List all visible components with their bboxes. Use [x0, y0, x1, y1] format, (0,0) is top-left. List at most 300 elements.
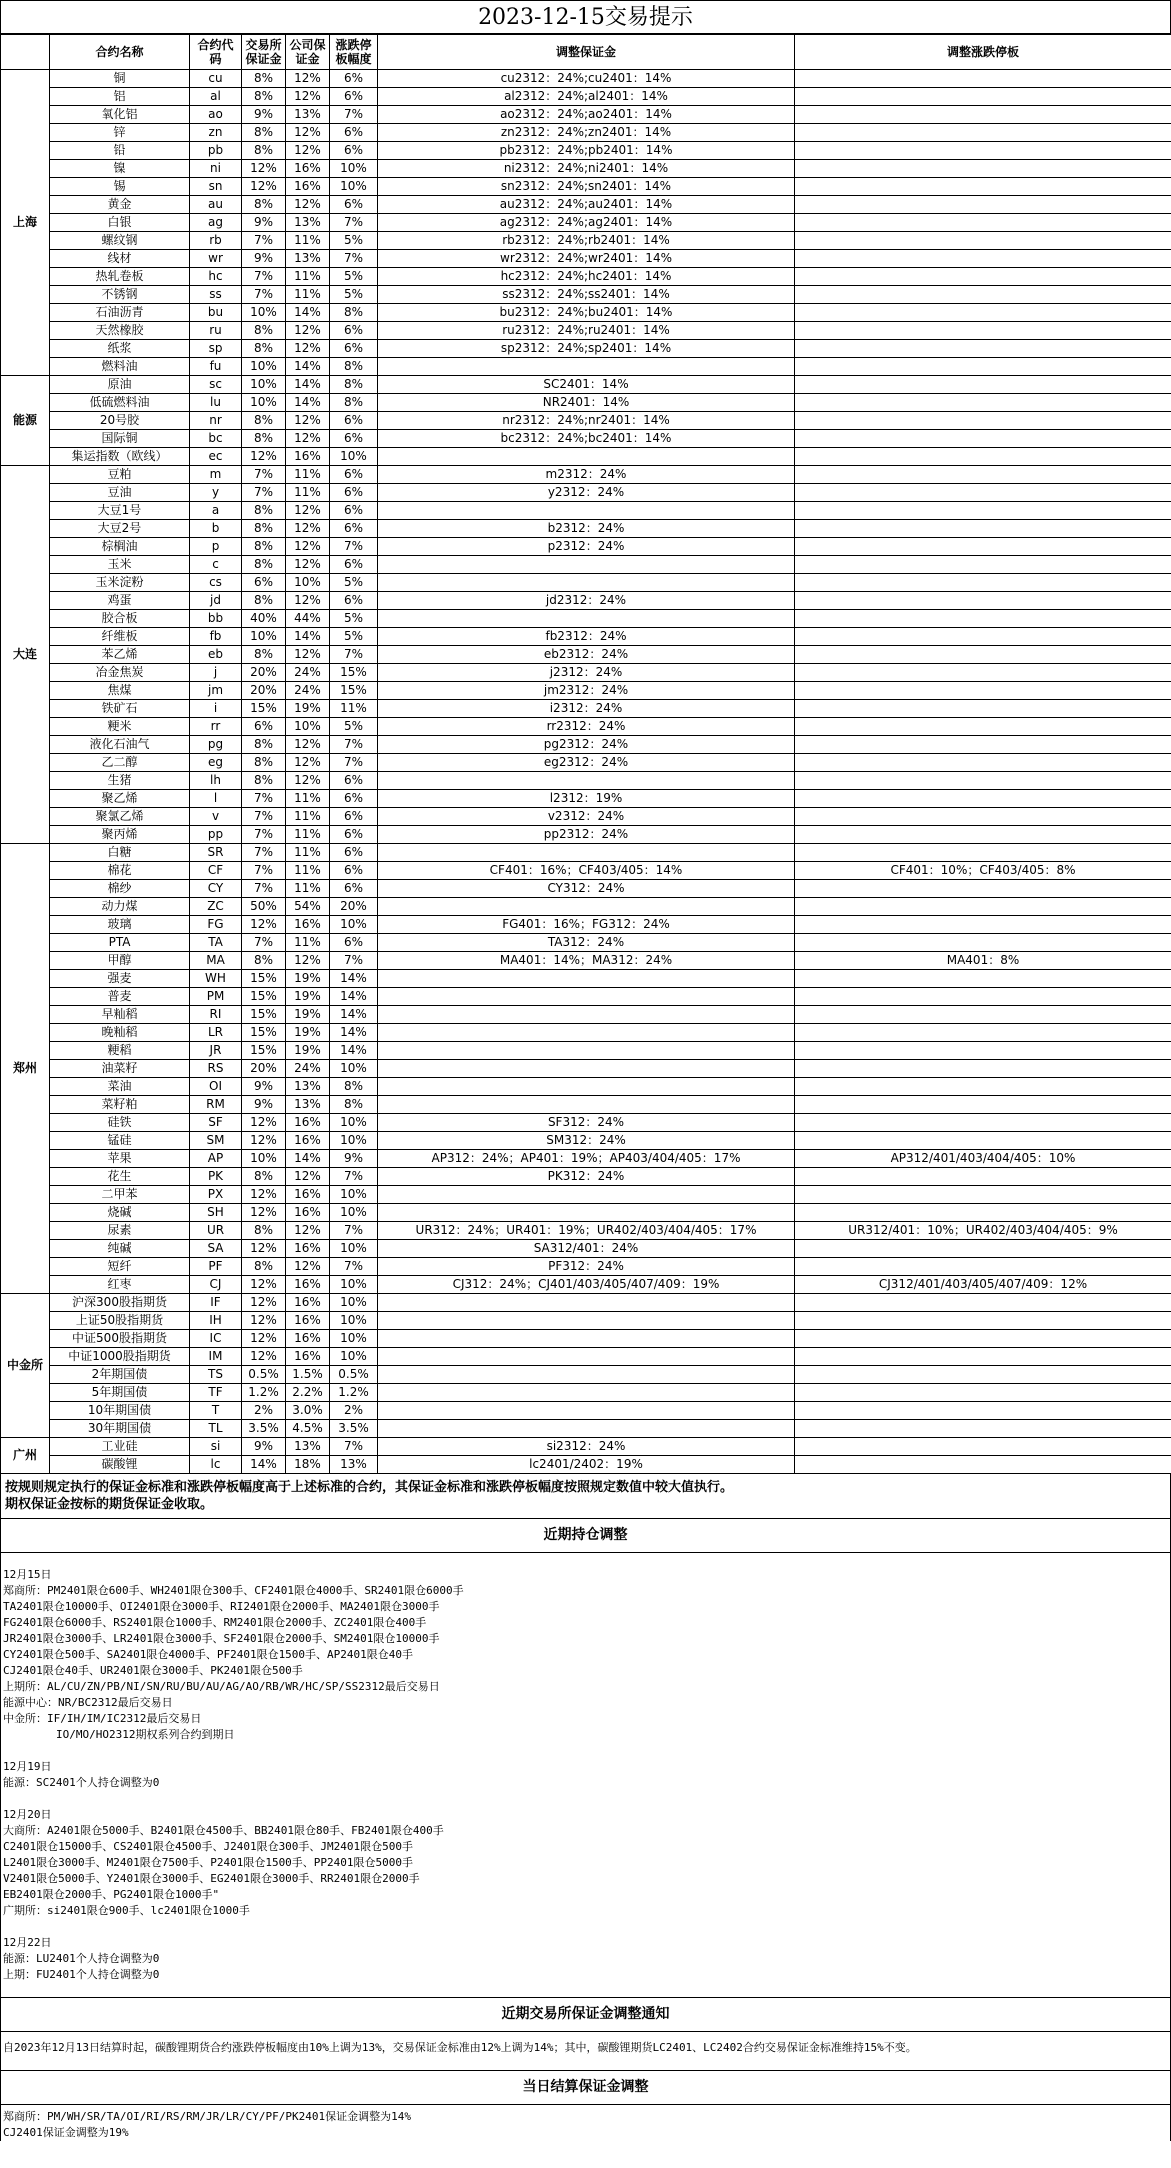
table-row — [1, 916, 1171, 934]
rules-line: 期权保证金按标的期货保证金收取。 — [5, 1497, 214, 1512]
table-row — [1, 1366, 1171, 1384]
company-margin-cell: 11% — [286, 790, 330, 808]
exchange-margin-cell: 7% — [242, 232, 286, 250]
position-line: 大商所：A2401限仓5000手、B2401限仓4500手、BB2401限仓80手、FB2401限仓400手 — [3, 1824, 444, 1837]
table-row — [1, 196, 1171, 214]
exchange-margin-cell: 15% — [242, 1006, 286, 1024]
contract-name-cell: 国际铜 — [50, 430, 190, 448]
contract-code-cell: SF — [190, 1114, 242, 1132]
adjusted-margin-cell — [378, 988, 795, 1006]
table-row — [1, 1240, 1171, 1258]
table-body — [1, 70, 1171, 1474]
company-margin-cell: 14% — [286, 304, 330, 322]
adjusted-limit-cell — [795, 610, 1171, 628]
table-row — [1, 1096, 1171, 1114]
header-company-margin: 公司保证金 — [286, 35, 330, 70]
price-limit-cell: 6% — [330, 340, 378, 358]
adjusted-margin-cell: ag2312：24%;ag2401：14% — [378, 214, 795, 232]
contract-name-cell: 玉米 — [50, 556, 190, 574]
contract-name-cell: 玻璃 — [50, 916, 190, 934]
company-margin-cell: 19% — [286, 988, 330, 1006]
price-limit-cell: 10% — [330, 1204, 378, 1222]
adjusted-limit-cell — [795, 1366, 1171, 1384]
table-row — [1, 952, 1171, 970]
table-row — [1, 826, 1171, 844]
table-row — [1, 304, 1171, 322]
table-row — [1, 646, 1171, 664]
adjusted-limit-cell: UR312/401：10%；UR402/403/404/405：9% — [795, 1222, 1171, 1240]
company-margin-cell: 12% — [286, 1222, 330, 1240]
adjusted-limit-cell — [795, 772, 1171, 790]
price-limit-cell: 10% — [330, 1060, 378, 1078]
contract-name-cell: 镍 — [50, 160, 190, 178]
price-limit-cell: 6% — [330, 934, 378, 952]
contract-code-cell: rr — [190, 718, 242, 736]
header-contract-code: 合约代码 — [190, 35, 242, 70]
exchange-margin-cell: 7% — [242, 484, 286, 502]
adjusted-margin-cell — [378, 1384, 795, 1402]
margin-table — [0, 34, 1171, 1474]
price-limit-cell: 6% — [330, 142, 378, 160]
company-margin-cell: 16% — [286, 1330, 330, 1348]
adjusted-limit-cell — [795, 160, 1171, 178]
contract-code-cell: pg — [190, 736, 242, 754]
adjusted-limit-cell — [795, 916, 1171, 934]
adjusted-margin-cell — [378, 1366, 795, 1384]
table-row — [1, 70, 1171, 88]
adjusted-margin-cell: ni2312：24%;ni2401：14% — [378, 160, 795, 178]
adjusted-margin-cell: sp2312：24%;sp2401：14% — [378, 340, 795, 358]
company-margin-cell: 14% — [286, 376, 330, 394]
exchange-margin-cell: 8% — [242, 124, 286, 142]
table-row — [1, 214, 1171, 232]
table-row — [1, 1456, 1171, 1474]
contract-code-cell: v — [190, 808, 242, 826]
contract-code-cell: IM — [190, 1348, 242, 1366]
adjusted-limit-cell — [795, 1186, 1171, 1204]
company-margin-cell: 14% — [286, 358, 330, 376]
company-margin-cell: 12% — [286, 1258, 330, 1276]
adjusted-limit-cell — [795, 106, 1171, 124]
exchange-margin-cell: 7% — [242, 844, 286, 862]
price-limit-cell: 10% — [330, 1186, 378, 1204]
exchange-margin-cell: 7% — [242, 268, 286, 286]
contract-code-cell: ao — [190, 106, 242, 124]
adjusted-limit-cell — [795, 1402, 1171, 1420]
contract-name-cell: 纤维板 — [50, 628, 190, 646]
contract-code-cell: lu — [190, 394, 242, 412]
price-limit-cell: 10% — [330, 178, 378, 196]
contract-code-cell: m — [190, 466, 242, 484]
company-margin-cell: 12% — [286, 430, 330, 448]
company-margin-cell: 12% — [286, 736, 330, 754]
contract-name-cell: 玉米淀粉 — [50, 574, 190, 592]
contract-name-cell: 纯碱 — [50, 1240, 190, 1258]
exchange-margin-cell: 12% — [242, 1204, 286, 1222]
company-margin-cell: 14% — [286, 628, 330, 646]
company-margin-cell: 1.5% — [286, 1366, 330, 1384]
contract-code-cell: au — [190, 196, 242, 214]
table-row — [1, 142, 1171, 160]
exchange-margin-cell: 10% — [242, 358, 286, 376]
table-row — [1, 934, 1171, 952]
company-margin-cell: 11% — [286, 844, 330, 862]
contract-name-cell: 焦煤 — [50, 682, 190, 700]
position-line: 上期：FU2401个人持仓调整为0 — [3, 1968, 160, 1981]
contract-name-cell: 红枣 — [50, 1276, 190, 1294]
contract-name-cell: 天然橡胶 — [50, 322, 190, 340]
adjusted-margin-cell — [378, 772, 795, 790]
table-row — [1, 1060, 1171, 1078]
table-row — [1, 772, 1171, 790]
contract-name-cell: 大豆1号 — [50, 502, 190, 520]
company-margin-cell: 16% — [286, 1294, 330, 1312]
contract-name-cell: 晚籼稻 — [50, 1024, 190, 1042]
adjusted-margin-cell — [378, 1078, 795, 1096]
contract-name-cell: 甲醇 — [50, 952, 190, 970]
adjusted-limit-cell — [795, 232, 1171, 250]
exchange-margin-cell: 8% — [242, 502, 286, 520]
adjusted-limit-cell — [795, 124, 1171, 142]
company-margin-cell: 12% — [286, 556, 330, 574]
table-row — [1, 322, 1171, 340]
adjusted-margin-cell — [378, 574, 795, 592]
header-contract-name: 合约名称 — [50, 35, 190, 70]
company-margin-cell: 16% — [286, 178, 330, 196]
company-margin-cell: 19% — [286, 1042, 330, 1060]
table-row — [1, 1438, 1171, 1456]
price-limit-cell: 6% — [330, 466, 378, 484]
contract-code-cell: b — [190, 520, 242, 538]
adjusted-margin-cell: v2312：24% — [378, 808, 795, 826]
adjusted-margin-cell — [378, 1294, 795, 1312]
table-row — [1, 1222, 1171, 1240]
table-row — [1, 1402, 1171, 1420]
exchange-label: 中金所 — [1, 1294, 50, 1438]
contract-code-cell: IC — [190, 1330, 242, 1348]
exchange-margin-cell: 8% — [242, 412, 286, 430]
exchange-margin-cell: 9% — [242, 214, 286, 232]
exchange-margin-cell: 9% — [242, 250, 286, 268]
exchange-margin-cell: 7% — [242, 880, 286, 898]
table-row — [1, 880, 1171, 898]
rules-note — [0, 1474, 1171, 1518]
exchange-margin-cell: 8% — [242, 340, 286, 358]
contract-name-cell: 动力煤 — [50, 898, 190, 916]
contract-code-cell: MA — [190, 952, 242, 970]
company-margin-cell: 12% — [286, 340, 330, 358]
contract-name-cell: 粳稻 — [50, 1042, 190, 1060]
table-row — [1, 430, 1171, 448]
adjusted-margin-cell — [378, 1096, 795, 1114]
contract-name-cell: 锡 — [50, 178, 190, 196]
contract-name-cell: 铝 — [50, 88, 190, 106]
contract-code-cell: RS — [190, 1060, 242, 1078]
contract-name-cell: 上证50股指期货 — [50, 1312, 190, 1330]
contract-name-cell: 乙二醇 — [50, 754, 190, 772]
contract-code-cell: T — [190, 1402, 242, 1420]
exchange-margin-cell: 8% — [242, 754, 286, 772]
adjusted-margin-cell — [378, 1348, 795, 1366]
table-row — [1, 682, 1171, 700]
contract-code-cell: eb — [190, 646, 242, 664]
exchange-margin-cell: 7% — [242, 934, 286, 952]
paragraph-gap — [3, 1791, 1168, 1807]
contract-code-cell: CY — [190, 880, 242, 898]
adjusted-margin-cell: bc2312：24%;bc2401：14% — [378, 430, 795, 448]
adjusted-limit-cell — [795, 826, 1171, 844]
table-row — [1, 106, 1171, 124]
adjusted-limit-cell — [795, 1114, 1171, 1132]
contract-name-cell: 石油沥青 — [50, 304, 190, 322]
company-margin-cell: 10% — [286, 718, 330, 736]
table-row — [1, 556, 1171, 574]
adjusted-margin-cell: ru2312：24%;ru2401：14% — [378, 322, 795, 340]
adjusted-limit-cell — [795, 376, 1171, 394]
contract-code-cell: wr — [190, 250, 242, 268]
position-section-title: 近期持仓调整 — [0, 1518, 1171, 1553]
table-row — [1, 412, 1171, 430]
price-limit-cell: 13% — [330, 1456, 378, 1474]
contract-code-cell: ru — [190, 322, 242, 340]
contract-name-cell: 棉花 — [50, 862, 190, 880]
company-margin-cell: 16% — [286, 1312, 330, 1330]
table-row — [1, 484, 1171, 502]
adjusted-limit-cell — [795, 736, 1171, 754]
position-line: CJ2401限仓40手、UR2401限仓3000手、PK2401限仓500手 — [3, 1664, 303, 1677]
table-row — [1, 286, 1171, 304]
adjusted-limit-cell — [795, 898, 1171, 916]
table-row — [1, 1258, 1171, 1276]
adjusted-limit-cell — [795, 268, 1171, 286]
price-limit-cell: 7% — [330, 646, 378, 664]
table-row — [1, 700, 1171, 718]
price-limit-cell: 7% — [330, 1222, 378, 1240]
contract-code-cell: PF — [190, 1258, 242, 1276]
table-row — [1, 1150, 1171, 1168]
price-limit-cell: 8% — [330, 1078, 378, 1096]
adjusted-margin-cell: ao2312：24%;ao2401：14% — [378, 106, 795, 124]
price-limit-cell: 6% — [330, 592, 378, 610]
table-row — [1, 520, 1171, 538]
contract-code-cell: UR — [190, 1222, 242, 1240]
price-limit-cell: 14% — [330, 988, 378, 1006]
adjusted-limit-cell — [795, 754, 1171, 772]
adjusted-margin-cell: UR312：24%；UR401：19%；UR402/403/404/405：17% — [378, 1222, 795, 1240]
settlement-adjustments — [0, 2105, 1171, 2141]
contract-code-cell: sc — [190, 376, 242, 394]
table-row — [1, 124, 1171, 142]
price-limit-cell: 8% — [330, 358, 378, 376]
table-row — [1, 574, 1171, 592]
contract-code-cell: PK — [190, 1168, 242, 1186]
exchange-margin-cell: 9% — [242, 1438, 286, 1456]
exchange-margin-cell: 12% — [242, 1240, 286, 1258]
exchange-margin-cell: 8% — [242, 88, 286, 106]
adjusted-margin-cell: hc2312：24%;hc2401：14% — [378, 268, 795, 286]
contract-name-cell: 集运指数（欧线） — [50, 448, 190, 466]
table-row — [1, 1078, 1171, 1096]
adjusted-limit-cell — [795, 412, 1171, 430]
price-limit-cell: 5% — [330, 268, 378, 286]
contract-name-cell: 不锈钢 — [50, 286, 190, 304]
exchange-margin-cell: 3.5% — [242, 1420, 286, 1438]
company-margin-cell: 12% — [286, 520, 330, 538]
adjusted-limit-cell — [795, 592, 1171, 610]
adjusted-margin-cell: eg2312：24% — [378, 754, 795, 772]
company-margin-cell: 12% — [286, 70, 330, 88]
adjusted-limit-cell — [795, 448, 1171, 466]
table-row — [1, 628, 1171, 646]
position-date: 12月19日 — [3, 1760, 52, 1773]
adjusted-limit-cell — [795, 1042, 1171, 1060]
company-margin-cell: 11% — [286, 286, 330, 304]
company-margin-cell: 11% — [286, 808, 330, 826]
price-limit-cell: 10% — [330, 1114, 378, 1132]
contract-code-cell: IF — [190, 1294, 242, 1312]
notice-section-title: 近期交易所保证金调整通知 — [0, 1997, 1171, 2032]
price-limit-cell: 7% — [330, 1438, 378, 1456]
contract-name-cell: 冶金焦炭 — [50, 664, 190, 682]
company-margin-cell: 12% — [286, 196, 330, 214]
contract-code-cell: pp — [190, 826, 242, 844]
contract-name-cell: 工业硅 — [50, 1438, 190, 1456]
company-margin-cell: 24% — [286, 682, 330, 700]
adjusted-limit-cell — [795, 1078, 1171, 1096]
exchange-margin-cell: 12% — [242, 916, 286, 934]
adjusted-limit-cell — [795, 988, 1171, 1006]
adjusted-margin-cell — [378, 1060, 795, 1078]
table-row — [1, 340, 1171, 358]
exchange-margin-cell: 20% — [242, 664, 286, 682]
position-line: JR2401限仓3000手、LR2401限仓3000手、SF2401限仓2000手、SM2401限仓10000手 — [3, 1632, 440, 1645]
position-line: V2401限仓5000手、Y2401限仓3000手、EG2401限仓3000手、RR2401限仓2000手 — [3, 1872, 420, 1885]
adjusted-limit-cell — [795, 520, 1171, 538]
exchange-margin-cell: 8% — [242, 70, 286, 88]
price-limit-cell: 10% — [330, 160, 378, 178]
position-line: L2401限仓3000手、M2401限仓7500手、P2401限仓1500手、PP2401限仓5000手 — [3, 1856, 414, 1869]
adjusted-margin-cell: pg2312：24% — [378, 736, 795, 754]
contract-name-cell: 花生 — [50, 1168, 190, 1186]
contract-code-cell: WH — [190, 970, 242, 988]
company-margin-cell: 16% — [286, 1276, 330, 1294]
exchange-margin-cell: 15% — [242, 700, 286, 718]
contract-name-cell: 聚氯乙烯 — [50, 808, 190, 826]
contract-code-cell: lh — [190, 772, 242, 790]
table-row — [1, 88, 1171, 106]
adjusted-margin-cell: MA401：14%；MA312：24% — [378, 952, 795, 970]
table-row — [1, 1024, 1171, 1042]
contract-name-cell: 二甲苯 — [50, 1186, 190, 1204]
adjusted-margin-cell: jm2312：24% — [378, 682, 795, 700]
adjusted-limit-cell: AP312/401/403/404/405：10% — [795, 1150, 1171, 1168]
table-row — [1, 268, 1171, 286]
header-adjusted-limit: 调整涨跌停板 — [795, 35, 1171, 70]
adjusted-limit-cell: MA401：8% — [795, 952, 1171, 970]
adjusted-limit-cell — [795, 682, 1171, 700]
price-limit-cell: 0.5% — [330, 1366, 378, 1384]
exchange-label: 大连 — [1, 466, 50, 844]
position-date: 12月20日 — [3, 1808, 52, 1821]
adjusted-limit-cell — [795, 934, 1171, 952]
adjusted-margin-cell: si2312：24% — [378, 1438, 795, 1456]
adjusted-limit-cell — [795, 88, 1171, 106]
adjusted-margin-cell: SM312：24% — [378, 1132, 795, 1150]
table-row — [1, 376, 1171, 394]
table-row — [1, 592, 1171, 610]
exchange-margin-cell: 8% — [242, 772, 286, 790]
contract-name-cell: 早籼稻 — [50, 1006, 190, 1024]
adjusted-limit-cell — [795, 1294, 1171, 1312]
price-limit-cell: 6% — [330, 790, 378, 808]
company-margin-cell: 54% — [286, 898, 330, 916]
adjusted-limit-cell — [795, 304, 1171, 322]
contract-name-cell: 油菜籽 — [50, 1060, 190, 1078]
contract-code-cell: jd — [190, 592, 242, 610]
contract-name-cell: 聚丙烯 — [50, 826, 190, 844]
contract-name-cell: 原油 — [50, 376, 190, 394]
adjusted-margin-cell — [378, 1420, 795, 1438]
adjusted-margin-cell — [378, 610, 795, 628]
price-limit-cell: 6% — [330, 808, 378, 826]
adjusted-limit-cell — [795, 214, 1171, 232]
adjusted-margin-cell — [378, 556, 795, 574]
company-margin-cell: 14% — [286, 394, 330, 412]
price-limit-cell: 6% — [330, 70, 378, 88]
contract-code-cell: PX — [190, 1186, 242, 1204]
price-limit-cell: 5% — [330, 574, 378, 592]
exchange-margin-cell: 8% — [242, 736, 286, 754]
adjusted-limit-cell — [795, 1312, 1171, 1330]
price-limit-cell: 14% — [330, 1024, 378, 1042]
exchange-margin-cell: 8% — [242, 556, 286, 574]
exchange-margin-cell: 8% — [242, 196, 286, 214]
table-header-row — [1, 35, 1171, 70]
exchange-margin-cell: 0.5% — [242, 1366, 286, 1384]
contract-code-cell: RI — [190, 1006, 242, 1024]
price-limit-cell: 6% — [330, 826, 378, 844]
price-limit-cell: 7% — [330, 952, 378, 970]
exchange-label: 能源 — [1, 376, 50, 466]
adjusted-margin-cell: p2312：24% — [378, 538, 795, 556]
settlement-section-title: 当日结算保证金调整 — [0, 2070, 1171, 2105]
company-margin-cell: 12% — [286, 412, 330, 430]
exchange-margin-cell: 40% — [242, 610, 286, 628]
company-margin-cell: 13% — [286, 1096, 330, 1114]
contract-name-cell: 强麦 — [50, 970, 190, 988]
contract-code-cell: l — [190, 790, 242, 808]
exchange-margin-cell: 10% — [242, 394, 286, 412]
price-limit-cell: 3.5% — [330, 1420, 378, 1438]
company-margin-cell: 12% — [286, 772, 330, 790]
contract-code-cell: al — [190, 88, 242, 106]
contract-name-cell: 铁矿石 — [50, 700, 190, 718]
adjusted-margin-cell: rr2312：24% — [378, 718, 795, 736]
contract-name-cell: 普麦 — [50, 988, 190, 1006]
table-row — [1, 448, 1171, 466]
contract-name-cell: 沪深300股指期货 — [50, 1294, 190, 1312]
price-limit-cell: 7% — [330, 250, 378, 268]
price-limit-cell: 6% — [330, 502, 378, 520]
contract-code-cell: TA — [190, 934, 242, 952]
company-margin-cell: 16% — [286, 916, 330, 934]
company-margin-cell: 11% — [286, 862, 330, 880]
company-margin-cell: 13% — [286, 1438, 330, 1456]
adjusted-limit-cell — [795, 574, 1171, 592]
contract-code-cell: SM — [190, 1132, 242, 1150]
adjusted-limit-cell — [795, 628, 1171, 646]
price-limit-cell: 14% — [330, 1042, 378, 1060]
